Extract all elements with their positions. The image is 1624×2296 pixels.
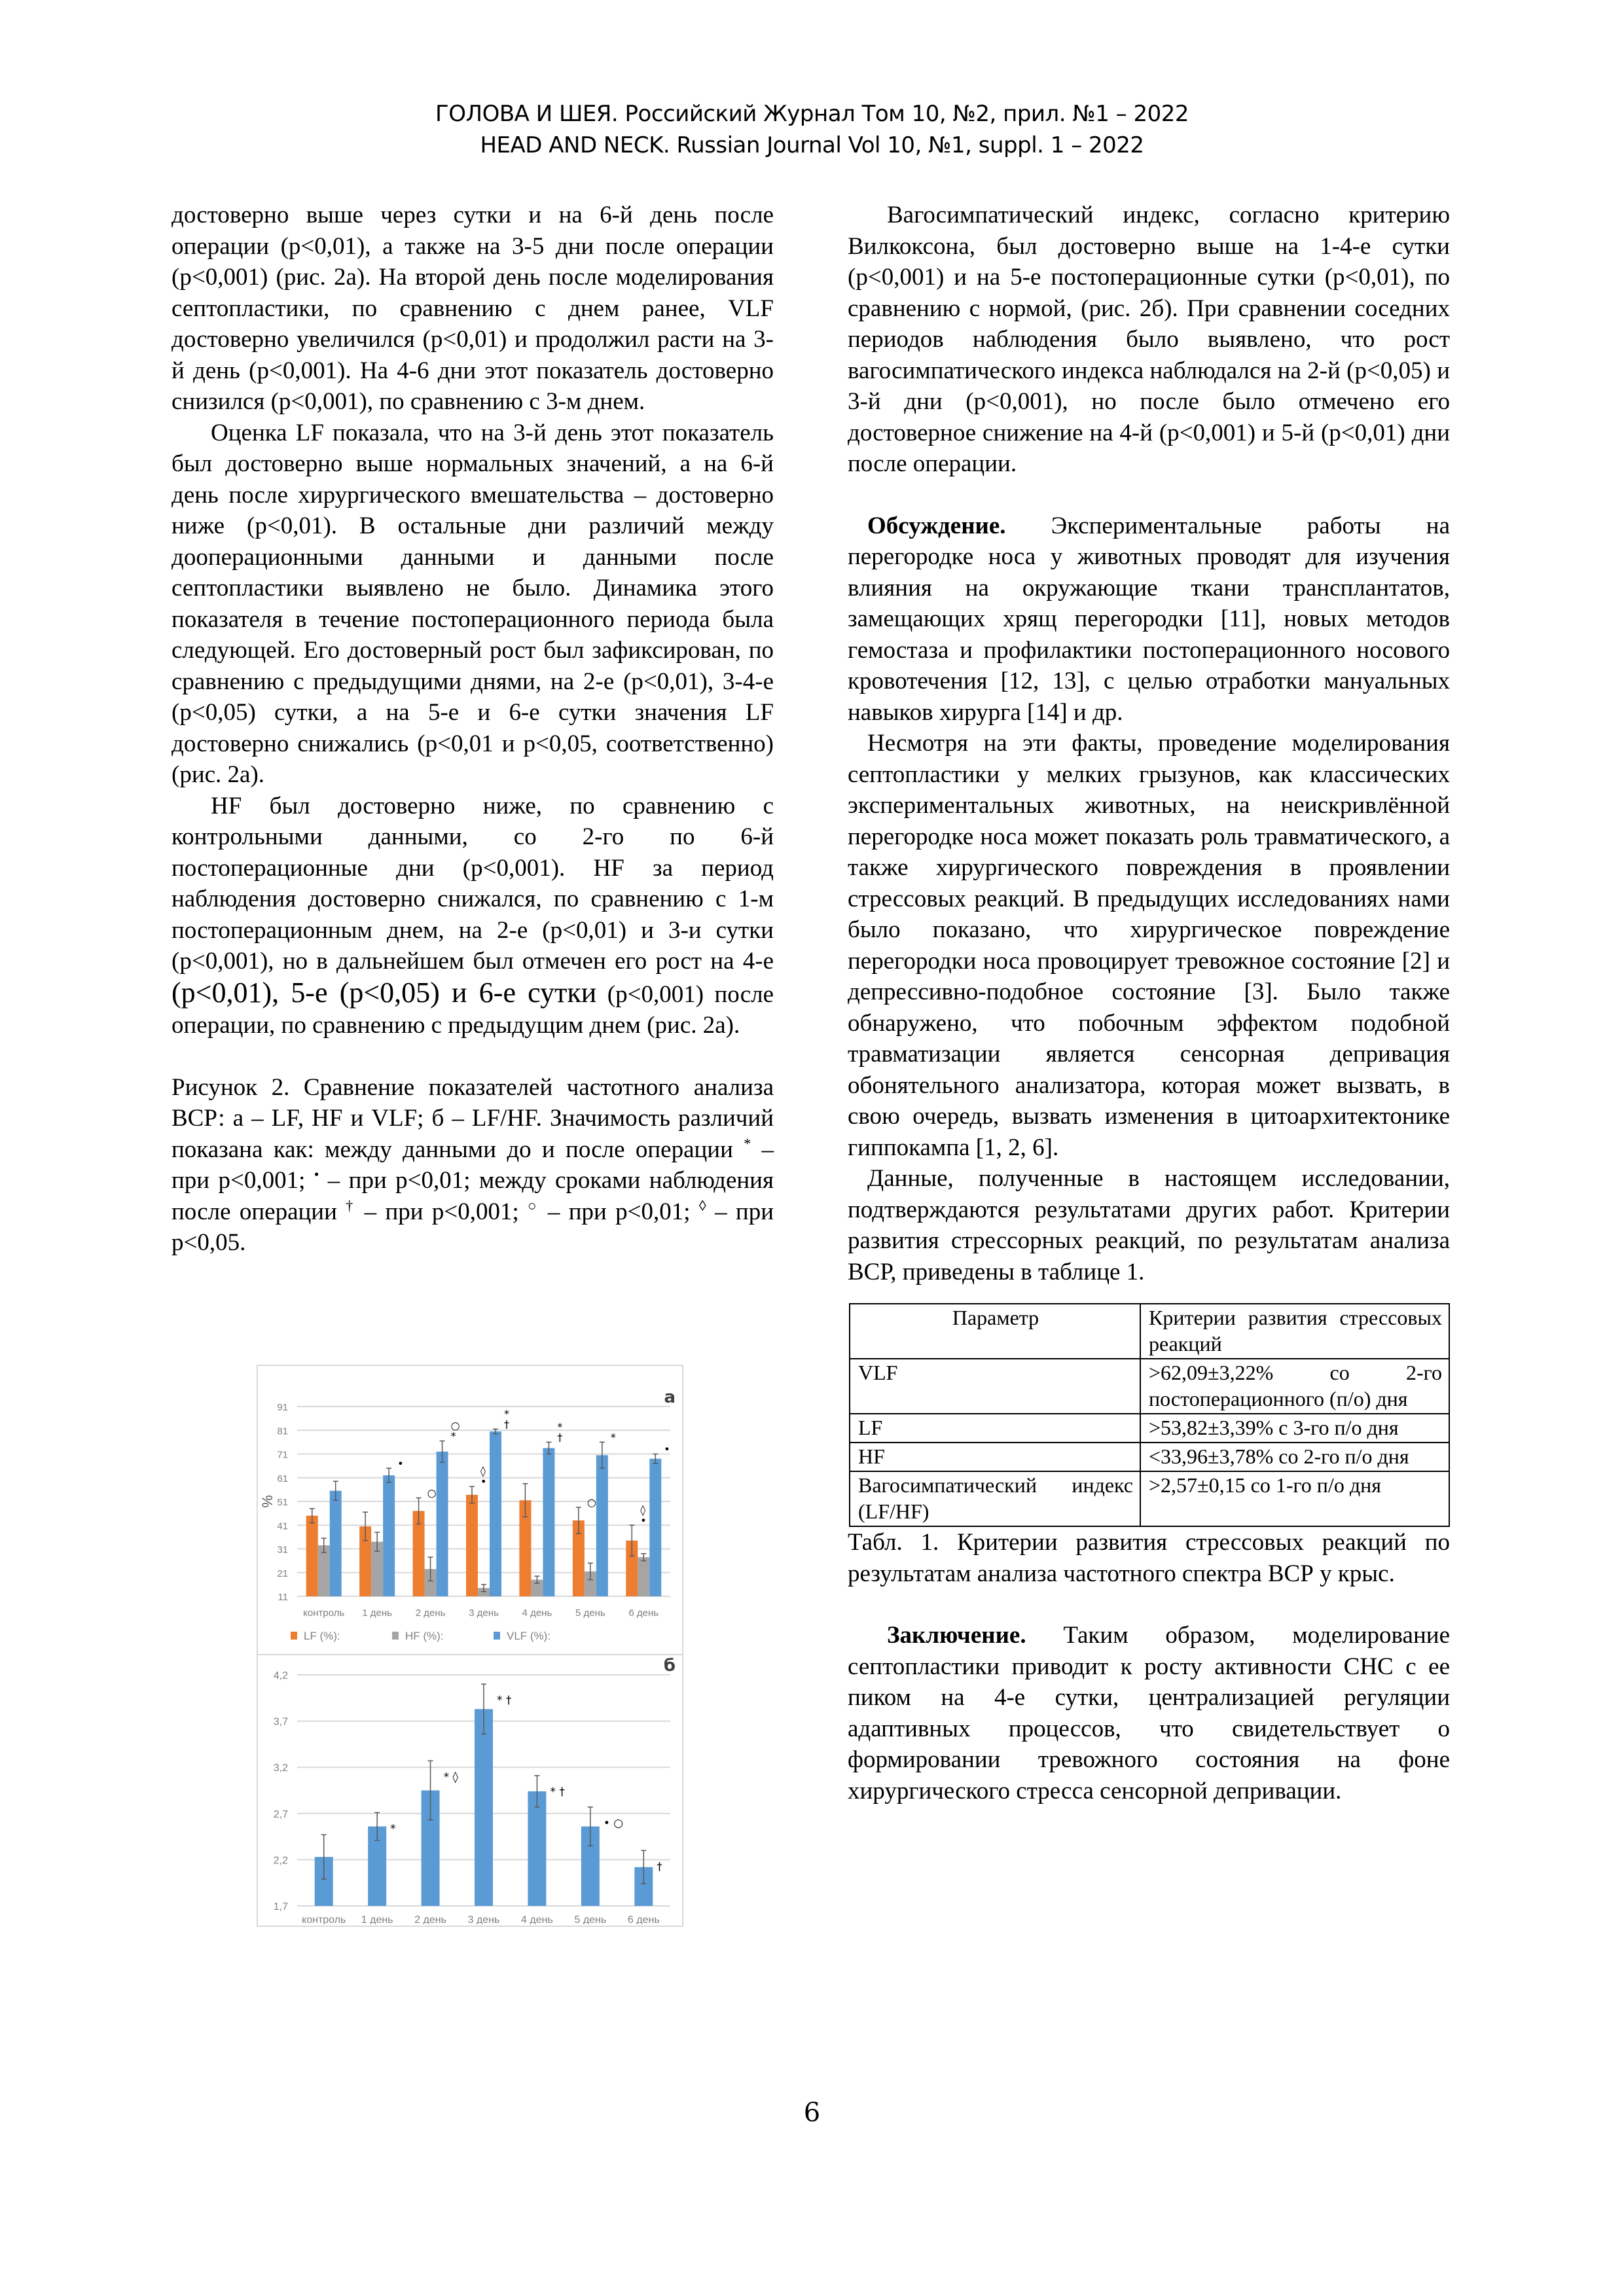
y-tick-label: 61 xyxy=(277,1473,288,1484)
journal-title-en: HEAD AND NECK. Russian Journal Vol 10, №1, suppl. 1 – 2022 xyxy=(480,132,1144,158)
bar xyxy=(528,1791,546,1906)
legend-swatch xyxy=(494,1632,500,1640)
panel-label: а xyxy=(664,1388,676,1407)
figure-2 xyxy=(257,1365,683,1927)
significance-marker: ◊ xyxy=(480,1465,486,1478)
significance-marker: * † xyxy=(550,1785,565,1799)
y-tick-label: 31 xyxy=(277,1544,288,1556)
significance-marker: * xyxy=(504,1407,509,1420)
bar xyxy=(475,1709,493,1906)
table-row: Вагосимпатический индекс (LF/HF) >2,57±0,15 со 1-го п/о дня xyxy=(850,1471,1449,1526)
conclusion-heading: Заключение. xyxy=(887,1622,1026,1649)
x-category-label: 2 день xyxy=(414,1914,446,1924)
figure-caption: Рисунок 2. Сравнение показателей частотного анализа ВСР: а – LF, HF и VLF; б – LF/HF. Значимость различий показана как: между данными до и после операции * – при p<0,001; • – при p<0,01; между сроками наблюдения после операции † – при p<0,001; ○ – при p<0,01; ◊ – при p<0,05. xyxy=(171,1073,774,1256)
left-column xyxy=(171,200,774,1259)
y-tick-label: 11 xyxy=(278,1592,288,1603)
y-tick-label: 3,7 xyxy=(273,1716,288,1728)
criteria-table xyxy=(849,1303,1450,1527)
significance-marker: • xyxy=(397,1457,404,1470)
significance-marker: ○ xyxy=(427,1486,437,1499)
significance-marker: † xyxy=(557,1431,563,1444)
chart-a-lf-hf-vlf xyxy=(258,1366,682,1654)
bar xyxy=(330,1491,342,1596)
y-tick-label: 41 xyxy=(277,1520,288,1532)
x-category-label: 3 день xyxy=(467,1914,500,1924)
bar xyxy=(638,1557,649,1596)
y-tick-label: 4,2 xyxy=(273,1670,288,1681)
significance-marker: * xyxy=(610,1431,616,1444)
x-category-label: 3 день xyxy=(469,1607,499,1619)
x-category-label: контроль xyxy=(302,1914,346,1924)
bar xyxy=(543,1448,554,1596)
legend-label: HF (%): xyxy=(405,1630,444,1642)
significance-marker: ○ xyxy=(450,1419,460,1432)
y-tick-label: 91 xyxy=(277,1402,288,1413)
significance-marker: * xyxy=(450,1429,456,1443)
significance-marker: • xyxy=(480,1475,487,1488)
significance-marker: * xyxy=(557,1420,563,1433)
y-tick-label: 2,2 xyxy=(273,1855,288,1867)
paragraph-discussion: Обсуждение. Экспериментальные работы на перегородке носа у животных проводят для изучения влияния на окружающие ткани трансплантатов, замещающих хрящ перегородки [11], новых методов гемостаза и профилактики постоперационного носового кровотечения [12, 13], с целью отработки мануальных навыков хирурга [14] и др. xyxy=(848,512,1450,726)
bar xyxy=(596,1455,608,1596)
significance-marker: • ○ xyxy=(603,1816,624,1830)
chart-b-lf-hf-ratio xyxy=(258,1655,682,1924)
bar xyxy=(306,1516,318,1596)
right-column xyxy=(848,200,1450,1806)
x-category-label: 5 день xyxy=(574,1914,607,1924)
x-category-label: 1 день xyxy=(361,1914,393,1924)
significance-marker: ○ xyxy=(586,1496,596,1509)
significance-marker: * ◊ xyxy=(443,1770,458,1784)
y-axis-label: % xyxy=(259,1495,276,1508)
page-number: 6 xyxy=(803,2098,821,2128)
significance-marker: • xyxy=(640,1514,647,1527)
journal-title-ru: ГОЛОВА И ШЕЯ. Российский Журнал Том 10, №2, прил. №1 – 2022 xyxy=(435,101,1189,127)
y-tick-label: 21 xyxy=(277,1568,288,1579)
paragraph-conclusion: Заключение. Таким образом, моделирование септопластики приводит к росту активности СНС с ее пиком на 4-е сутки, централизацией регуляции адаптивных процессов, что свидетельствует о формировании тревожного состояния на фоне хирургического стресса сенсорной депривации. xyxy=(848,1622,1450,1804)
x-category-label: 6 день xyxy=(627,1914,660,1924)
paragraph-hf: HF был достоверно ниже, по сравнению с контрольными данными, со 2-го по 6-й постоперационные дни (p<0,001). HF за период наблюдения достоверно снижался, по сравнению с 1-м постоперационным днем, на 2-е (p<0,01) и 3-и сутки (p<0,001), но в дальнейшем был отмечен его рост на 4-е (p<0,01), 5-е (p<0,05) и 6-е сутки (p<0,001) после операции, по сравнению с предыдущим днем (рис. 2а). xyxy=(171,792,774,1039)
legend-label: LF (%): xyxy=(304,1630,340,1642)
x-category-label: контроль xyxy=(303,1607,345,1619)
y-tick-label: 71 xyxy=(277,1449,288,1461)
x-category-label: 6 день xyxy=(628,1607,659,1619)
significance-marker: • xyxy=(664,1443,670,1456)
y-tick-label: 3,2 xyxy=(273,1763,288,1774)
discussion-heading: Обсуждение. xyxy=(867,512,1006,539)
y-tick-label: 51 xyxy=(277,1497,288,1508)
bar xyxy=(490,1431,501,1596)
table-row: HF <33,96±3,78% со 2-го п/о дня xyxy=(850,1443,1449,1471)
table-header-cell: Параметр xyxy=(850,1304,1140,1359)
table-1 xyxy=(848,1303,1450,1527)
bar xyxy=(466,1495,478,1596)
paragraph-vagosympathetic: Вагосимпатический индекс, согласно критерию Вилкоксона, был достоверно выше на 1-4-е сутки (p<0,001) и на 5-е постоперационные сутки (p<0,01), по сравнению с нормой, (рис. 2б). При сравнении соседних периодов наблюдения было выявлено, что рост вагосимпатического индекса наблюдался на 2-й (p<0,05) и 3-й дни (p<0,001), но после было отмечено его достоверное снижение на 4-й (p<0,001) и 5-й (p<0,01) дни после операции. xyxy=(848,202,1450,477)
significance-marker: † xyxy=(504,1418,509,1431)
legend-swatch xyxy=(291,1632,297,1640)
x-category-label: 2 день xyxy=(415,1607,446,1619)
bar xyxy=(437,1452,448,1596)
y-tick-label: 81 xyxy=(277,1426,288,1437)
x-category-label: 4 день xyxy=(521,1914,553,1924)
panel-label: б xyxy=(663,1656,676,1676)
significance-marker: † xyxy=(657,1860,662,1874)
bar xyxy=(649,1459,661,1596)
x-category-label: 4 день xyxy=(522,1607,552,1619)
legend-label: VLF (%): xyxy=(507,1630,551,1642)
significance-marker: * † xyxy=(497,1694,512,1708)
significance-marker: * xyxy=(390,1822,396,1836)
table-header-row xyxy=(850,1304,1449,1359)
table-caption: Табл. 1. Критерии развития стрессовых реакций по результатам анализа частотного спектра ВСР у крыс. xyxy=(848,1529,1450,1587)
significance-marker: ◊ xyxy=(640,1503,646,1516)
y-tick-label: 2,7 xyxy=(273,1808,288,1820)
legend-swatch xyxy=(392,1632,399,1640)
bar xyxy=(318,1545,330,1596)
paragraph-lf: Оценка LF показала, что на 3-й день этот показатель был достоверно выше нормальных значений, а на 6-й день после хирургического вмешательства – достоверно ниже (p<0,01). В остальные дни различий между дооперационными данными и данными после септопластики выявлено не было. Динамика этого показателя в течение постоперационного периода была следующей. Его достоверный рост был зафиксирован, по сравнению с предыдущими днями, на 2-е (p<0,01), 3-4-е (p<0,05) сутки, а на 5-е и 6-е сутки значения LF достоверно снижались (p<0,01 и p<0,05, соответственно) (рис. 2а). xyxy=(171,419,774,788)
x-category-label: 1 день xyxy=(362,1607,392,1619)
table-row: LF >53,82±3,39% с 3-го п/о дня xyxy=(850,1414,1449,1443)
bar xyxy=(383,1475,395,1596)
paragraph-discussion-2: Несмотря на эти факты, проведение моделирования септопластики у мелких грызунов, как классических экспериментальных животных, на неискривлённой перегородке носа может показать роль травматического, а также хирургического повреждения в проявлении стрессовых реакций. В предыдущих исследованиях нами было показано, что хирургическое повреждение перегородки носа провоцирует тревожное состояние [2] и депрессивно-подобное состояние [3]. Было также обнаружено, что побочным эффектом подобной травматизации является сенсорная депривация обонятельного анализатора, которая может вызвать, в свою очередь, вызвать изменения в цитоархитектонике гиппокампа [1, 2, 6]. xyxy=(848,730,1450,1161)
journal-header xyxy=(0,98,1624,161)
x-category-label: 5 день xyxy=(575,1607,605,1619)
y-tick-label: 1,7 xyxy=(273,1901,288,1912)
paragraph-discussion-3: Данные, полученные в настоящем исследовании, подтверждаются результатами других работ. Критерии развития стрессорных реакций, по результатам анализа ВСР, приведены в таблице 1. xyxy=(848,1165,1450,1285)
table-header-cell: Критерии развития стрессовых реакций xyxy=(1140,1304,1449,1359)
paragraph-vlf: достоверно выше через сутки и на 6-й день после операции (p<0,01), а также на 3-5 дни после операции (p<0,001) (рис. 2а). На второй день после моделирования септопластики, по сравнению с днем ранее, VLF достоверно увеличился (p<0,01) и продолжил расти на 3-й день (p<0,001). На 4-6 дни этот показатель достоверно снизился (p<0,001), по сравнению с 3-м днем. xyxy=(171,202,774,415)
table-row: VLF >62,09±3,22% со 2-го постоперационного (п/о) дня xyxy=(850,1359,1449,1414)
